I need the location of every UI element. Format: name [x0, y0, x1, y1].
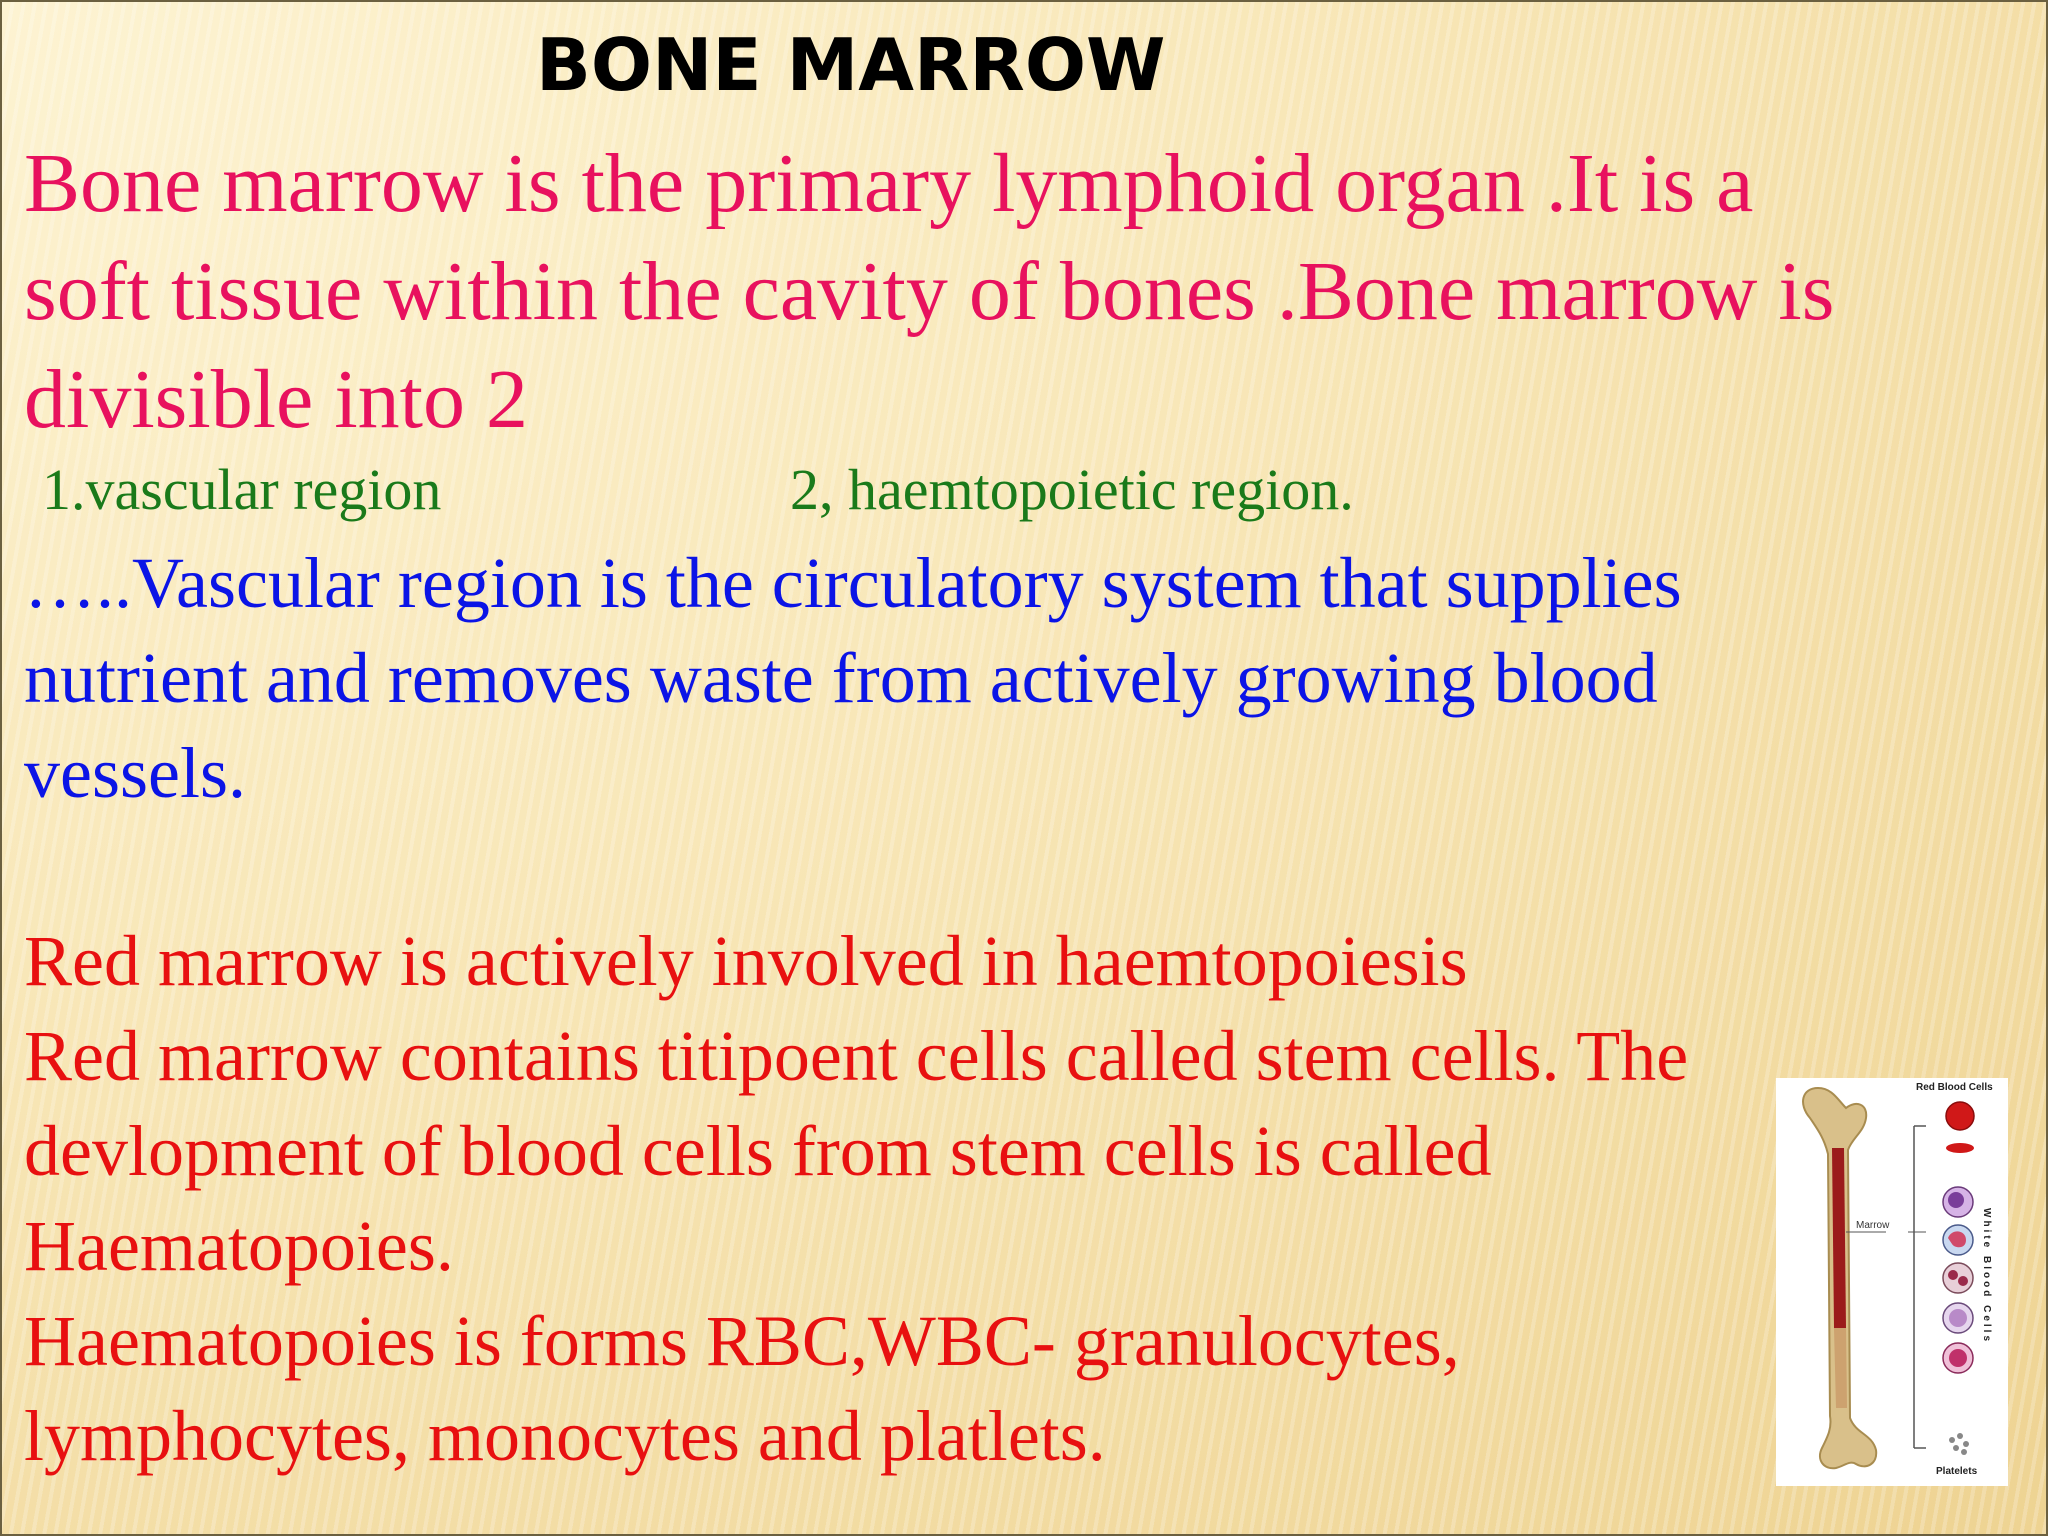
red-marrow-paragraph [24, 914, 1688, 1484]
red-marrow-line: Red marrow contains titipoent cells called stem cells. The [24, 1016, 1689, 1096]
vascular-paragraph [24, 536, 1682, 821]
bone-marrow-figure [1776, 1078, 2008, 1486]
platelets-label: Platelets [1936, 1466, 1978, 1477]
intro-line: soft tissue within the cavity of bones .Bone marrow is [24, 245, 1835, 338]
bone-diagram [1776, 1078, 2008, 1486]
red-blood-cell-icon [1946, 1102, 1974, 1130]
slide-title: BONE MARROW [536, 23, 1166, 107]
vascular-line: …..Vascular region is the circulatory system that supplies [24, 543, 1682, 623]
marrow-cavity-icon [1832, 1148, 1846, 1328]
red-blood-cells-label: Red Blood Cells [1916, 1082, 1993, 1093]
red-blood-cell-side-icon [1946, 1143, 1974, 1153]
region-item-haemtopoietic: 2, haemtopoietic region. [790, 457, 1354, 522]
region-item-vascular: 1.vascular region [42, 457, 442, 522]
intro-paragraph [24, 130, 1834, 454]
white-blood-cells-label: White Blood Cells [1981, 1208, 1992, 1344]
regions-list [42, 450, 1354, 530]
white-blood-cell-icon [1943, 1263, 1973, 1293]
red-marrow-line: Red marrow is actively involved in haemtopoiesis [24, 921, 1468, 1001]
vascular-line: nutrient and removes waste from actively growing blood [24, 638, 1658, 718]
red-marrow-line: Haematopoies is forms RBC,WBC- granulocytes, [24, 1301, 1460, 1381]
marrow-label: Marrow [1856, 1220, 1890, 1231]
intro-line: divisible into 2 [24, 353, 528, 446]
red-marrow-line: devlopment of blood cells from stem cells is called [24, 1111, 1492, 1191]
intro-line: Bone marrow is the primary lymphoid organ .It is a [24, 137, 1754, 230]
red-marrow-line: lymphocytes, monocytes and platlets. [24, 1396, 1106, 1476]
red-marrow-line: Haematopoies. [24, 1206, 454, 1286]
vascular-line: vessels. [24, 733, 246, 813]
platelet-icon [1949, 1437, 1955, 1443]
